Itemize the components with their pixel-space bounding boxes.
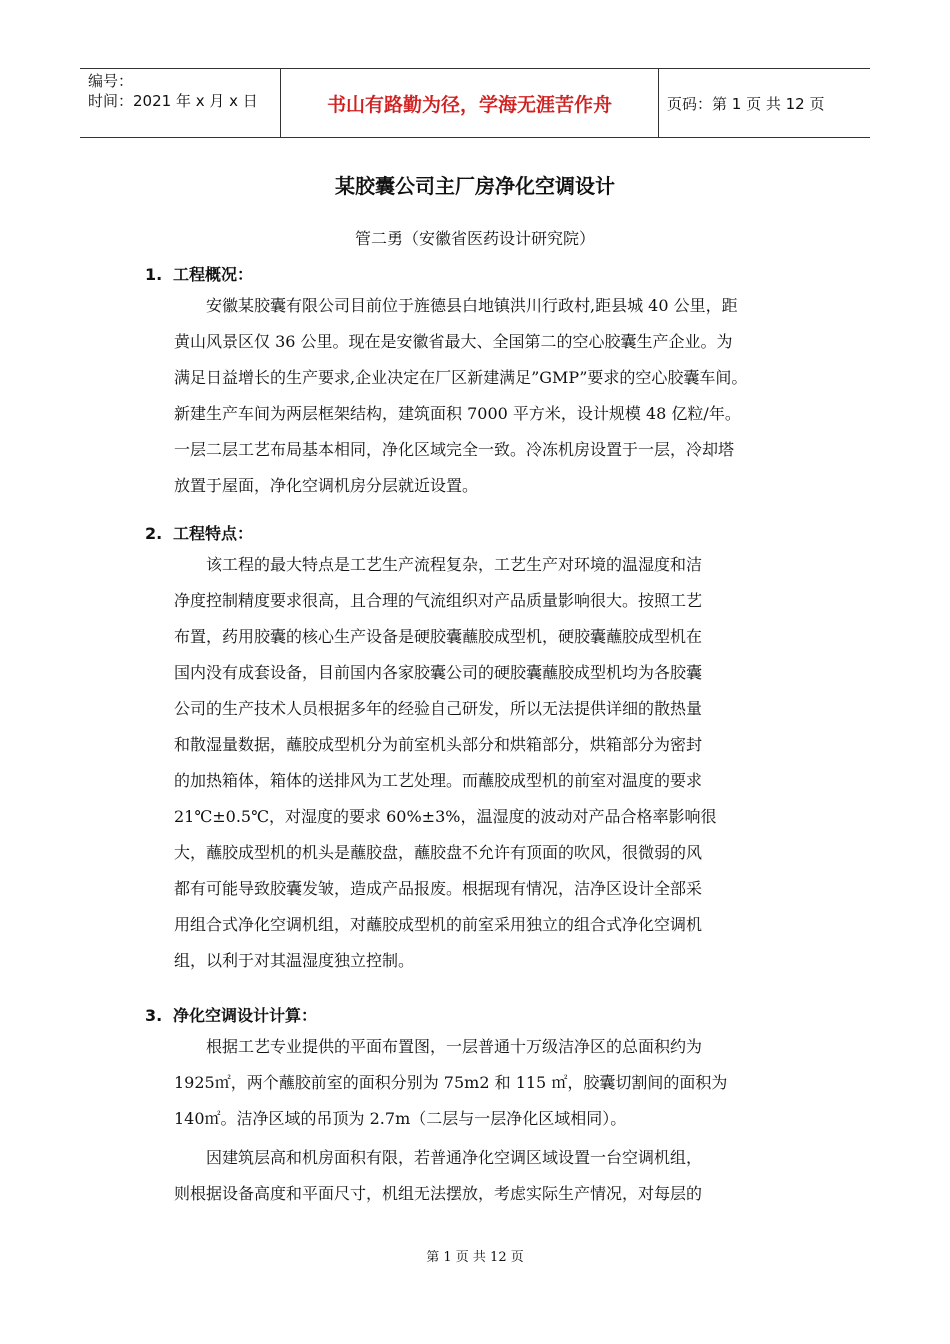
text-line: 国内没有成套设备，目前国内各家胶囊公司的硬胶囊蘸胶成型机均为各胶囊 <box>174 663 703 682</box>
section-heading-3 <box>145 1003 317 1026</box>
header-meta <box>88 71 258 111</box>
section-title: 净化空调设计计算： <box>173 1006 318 1025</box>
text-line: 因建筑层高和机房面积有限，若普通净化空调区域设置一台空调机组， <box>174 1148 703 1167</box>
text-line: 净度控制精度要求很高，且合理的气流组织对产品质量影响很大。按照工艺 <box>174 591 703 610</box>
text-line: 组，以利于对其温湿度独立控制。 <box>174 951 415 970</box>
text-line: 的加热箱体，箱体的送排风为工艺处理。而蘸胶成型机的前室对温度的要求 <box>174 771 703 790</box>
paragraph-overview <box>174 288 824 504</box>
header-divider <box>658 69 659 137</box>
paragraph-calculation-continued <box>174 1140 824 1212</box>
paragraph-calculation <box>174 1029 824 1137</box>
section-heading-2 <box>145 521 253 544</box>
text-line: 大，蘸胶成型机的机头是蘸胶盘，蘸胶盘不允许有顶面的吹风，很微弱的风 <box>174 843 703 862</box>
section-number: 3. <box>145 1006 163 1025</box>
text-line: 一层二层工艺布局基本相同，净化区域完全一致。冷冻机房设置于一层，冷却塔 <box>174 440 735 459</box>
text-line: 用组合式净化空调机组，对蘸胶成型机的前室采用独立的组合式净化空调机 <box>174 915 703 934</box>
text-line: 140㎡。洁净区域的吊顶为 2.7m（二层与一层净化区域相同）。 <box>174 1109 627 1128</box>
document-date-label: 时间：2021 年 x 月 x 日 <box>88 92 258 110</box>
section-title: 工程特点： <box>173 524 254 543</box>
document-number-label: 编号： <box>88 72 134 90</box>
text-line: 黄山风景区仅 36 公里。现在是安徽省最大、全国第二的空心胶囊生产企业。为 <box>174 332 733 351</box>
section-number: 2. <box>145 524 163 543</box>
text-line: 21℃±0.5℃，对湿度的要求 60%±3%，温湿度的波动对产品合格率影响很 <box>174 807 717 826</box>
text-line: 该工程的最大特点是工艺生产流程复杂，工艺生产对环境的温湿度和洁 <box>174 555 703 574</box>
text-line: 满足日益增长的生产要求,企业决定在厂区新建满足”GMP”要求的空心胶囊车间。 <box>174 368 748 387</box>
paragraph-features <box>174 547 824 979</box>
text-line: 安徽某胶囊有限公司目前位于旌德县白地镇洪川行政村,距县城 40 公里，距 <box>174 296 738 315</box>
text-line: 新建生产车间为两层框架结构，建筑面积 7000 平方米，设计规模 48 亿粒/年。 <box>174 404 741 423</box>
section-heading-1 <box>145 262 253 285</box>
text-line: 都有可能导致胶囊发皱，造成产品报废。根据现有情况，洁净区设计全部采 <box>174 879 703 898</box>
text-line: 放置于屋面，净化空调机房分层就近设置。 <box>174 476 479 495</box>
text-line: 布置，药用胶囊的核心生产设备是硬胶囊蘸胶成型机，硬胶囊蘸胶成型机在 <box>174 627 703 646</box>
section-number: 1. <box>145 265 163 284</box>
text-line: 则根据设备高度和平面尺寸，机组无法摆放，考虑实际生产情况，对每层的 <box>174 1184 703 1203</box>
document-title: 某胶囊公司主厂房净化空调设计 <box>335 174 615 198</box>
text-line: 和散湿量数据，蘸胶成型机分为前室机头部分和烘箱部分，烘箱部分为密封 <box>174 735 703 754</box>
text-line: 公司的生产技术人员根据多年的经验自己研发，所以无法提供详细的散热量 <box>174 699 703 718</box>
document-header <box>80 68 870 138</box>
header-page-number: 页码：第 1 页 共 12 页 <box>667 95 825 113</box>
section-title: 工程概况： <box>173 265 254 284</box>
text-line: 1925㎡，两个蘸胶前室的面积分别为 75m2 和 115 ㎡，胶囊切割间的面积为 <box>174 1073 728 1092</box>
document-author: 管二勇（安徽省医药设计研究院） <box>354 229 595 248</box>
header-motto: 书山有路勤为径，学海无涯苦作舟 <box>326 93 612 116</box>
page-footer: 第 1 页 共 12 页 <box>426 1250 524 1265</box>
text-line: 根据工艺专业提供的平面布置图，一层普通十万级洁净区的总面积约为 <box>174 1037 703 1056</box>
